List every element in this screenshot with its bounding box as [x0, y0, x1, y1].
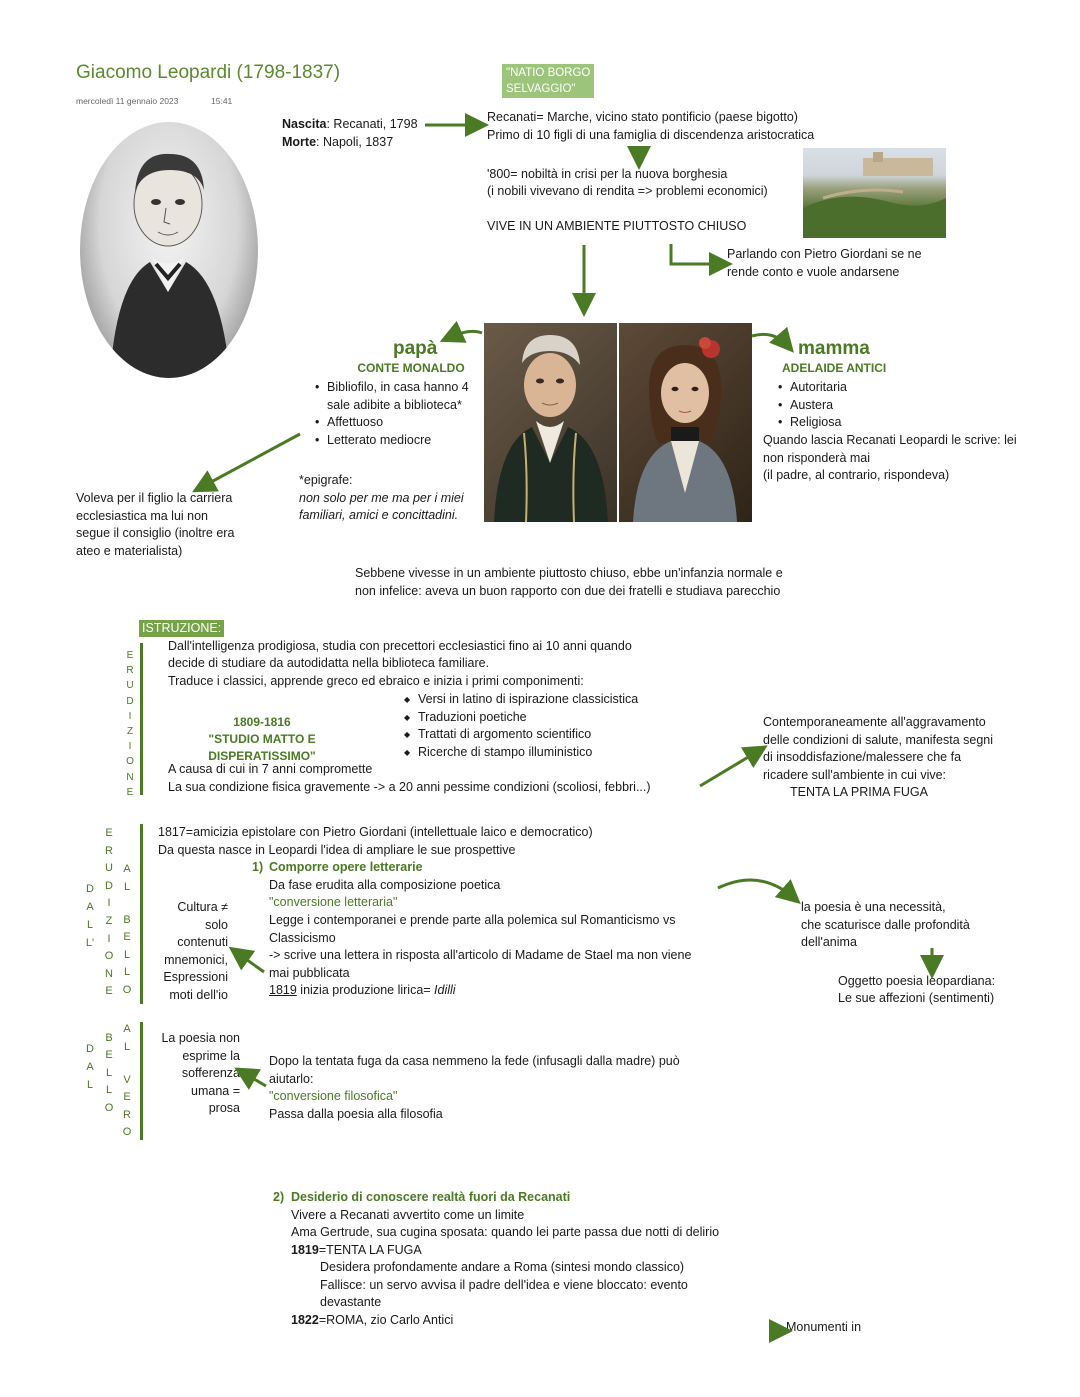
sec1-line-2: Da questa nasce in Leopardi l'idea di ampliare le sue prospettive: [158, 843, 516, 857]
studio-1: "STUDIO MATTO E: [208, 732, 316, 746]
istruzione-line-2: decide di studiare da autodidatta nella biblioteca familiare.: [168, 656, 490, 670]
papa-item: • Affettuoso: [327, 414, 469, 432]
page-date: mercoledì 11 gennaio 2023: [76, 96, 179, 106]
side-line: La poesia non: [161, 1031, 240, 1045]
oggetto-2: Le sue affezioni (sentimenti): [838, 991, 995, 1005]
vertical-vero: V E R O: [122, 1074, 132, 1139]
year-1822: 1822: [291, 1313, 319, 1327]
sec2-last: Passa dalla poesia alla filosofia: [269, 1107, 443, 1121]
carriera-1: Voleva per il figlio la carriera: [76, 491, 233, 505]
fuga-note-2: delle condizioni di salute, manifesta segni: [763, 733, 993, 747]
side-line: sofferenza: [181, 1066, 240, 1081]
fuga-note-1: Contemporaneamente all'aggravamento: [763, 715, 986, 729]
mamma-item: • Religiosa: [790, 414, 847, 432]
sec2-side: [150, 1030, 240, 1118]
fuga-1819: [291, 1242, 422, 1260]
poesia-nec-3: dell'anima: [801, 935, 857, 949]
works-list: [404, 691, 638, 761]
p1-line: Da fase erudita alla composizione poetica: [269, 878, 501, 892]
year-1819: 1819: [269, 983, 297, 997]
mamma-list: [776, 379, 847, 432]
vertical-dal: D A L: [86, 1043, 94, 1091]
poesia-nec-2: che scaturisce dalle profondità: [801, 918, 970, 932]
arrow-poesia: [718, 880, 794, 898]
idilli: Idilli: [434, 983, 456, 997]
point1-num: 1): [252, 860, 264, 874]
natio-borgo-tag: [502, 64, 594, 98]
prima-fuga: TENTA LA PRIMA FUGA: [790, 785, 928, 799]
erudizione-vertical: E R U D I Z I O N E: [126, 650, 134, 798]
arrow-carriera: [200, 434, 300, 488]
recanati-landscape-photo: [803, 148, 946, 238]
mamma-note-1: Quando lascia Recanati Leopardi le scrive: lei: [763, 433, 1017, 447]
papa-item: • Bibliofilo, in casa hanno 4: [327, 379, 469, 397]
roma-1822: [291, 1312, 453, 1330]
sec2-bar: [140, 1022, 143, 1140]
ambiente-text: VIVE IN UN AMBIENTE PIUTTOSTO CHIUSO: [487, 219, 747, 233]
point2-sub-2: Fallisce: un servo avvisa il padre dell'idea e viene bloccato: evento: [320, 1278, 688, 1292]
poesia-nec-1: la poesia è una necessità,: [801, 900, 946, 914]
arrow-monumenti: [774, 1331, 784, 1334]
papa-name: CONTE MONALDO: [357, 361, 465, 375]
mamma-note-2: non risponderà mai: [763, 451, 871, 465]
side-line: solo: [205, 917, 228, 932]
papa-item: • Letterato mediocre: [327, 432, 469, 450]
p1-more-1: Legge i contemporanei e prende parte alla polemica sul Romanticismo vs: [269, 913, 676, 927]
arrow-cultura: [236, 952, 264, 972]
istruzione-tag: ISTRUZIONE:: [139, 620, 224, 637]
mamma-item: • Austera: [790, 397, 847, 415]
side-line: umana =: [191, 1083, 240, 1098]
arrow-fuga: [700, 750, 760, 786]
conversione-filosofica: "conversione filosofica": [269, 1089, 398, 1103]
sec1-bar: [140, 824, 143, 1004]
arrow-giordani: [671, 244, 724, 264]
point2-sub-1: Desidera profondamente andare a Roma (sintesi mondo classico): [320, 1260, 685, 1274]
carriera-2: ecclesiastica ma lui non: [76, 509, 209, 523]
epigrafe-line-1: non solo per me ma per i miei: [299, 491, 464, 505]
consequence-2: La sua condizione fisica gravemente -> a 20 anni pessime condizioni (scoliosi, febbri...): [168, 780, 651, 794]
mamma-note-3: (il padre, al contrario, rispondeva): [763, 468, 950, 482]
page-time: 15:41: [211, 96, 233, 106]
side-line: mnemonici,: [164, 952, 228, 967]
giordani-note-2: rende conto e vuole andarsene: [727, 265, 900, 279]
monaldo-portrait: [484, 323, 617, 522]
vertical-al: A L: [123, 863, 131, 893]
istruzione-bar: [140, 643, 143, 795]
vertical-bello: B E L L O: [122, 914, 132, 996]
sec1-side: [150, 899, 228, 1005]
natio-line-1: "NATIO BORGO: [506, 67, 591, 79]
vertical-bello-2: B E L L O: [104, 1032, 114, 1114]
years-1809: 1809-1816: [233, 715, 291, 729]
point1-title: Comporre opere letterarie: [269, 860, 423, 874]
roma-zio: =ROMA, zio Carlo Antici: [318, 1313, 454, 1327]
point2-line-2: Ama Gertrude, sua cugina sposata: quando lei parte passa due notti di delirio: [291, 1225, 720, 1239]
death-line: [282, 134, 393, 152]
birth-value: : Recanati, 1798: [326, 117, 418, 131]
fuga-note-3: di insoddisfazione/malessere che fa: [763, 750, 962, 764]
vertical-dall: D A L L': [85, 883, 95, 949]
arrow-papa: [448, 331, 482, 338]
infanzia-2: non infelice: aveva un buon rapporto con due dei fratelli e studiava parecchio: [355, 584, 781, 598]
mamma-name: ADELAIDE ANTICI: [782, 361, 887, 375]
consequence-1: A causa di cui in 7 anni compromette: [168, 762, 373, 776]
work-item: ◆ Versi in latino di ispirazione classicistica: [418, 691, 638, 709]
side-line: moti dell'io: [169, 987, 228, 1002]
arrow-sofferenza: [242, 1072, 266, 1086]
p1-more-3: -> scrive una lettera in risposta all'articolo di Madame de Stael ma non viene: [269, 948, 692, 962]
monumenti: Monumenti in: [786, 1320, 862, 1334]
p1-more-4: mai pubblicata: [269, 966, 350, 980]
conversione-letteraria: "conversione letteraria": [269, 895, 398, 909]
birth-label: Nascita: [282, 117, 327, 131]
point2-num: 2): [273, 1190, 285, 1204]
carriera-3: segue il consiglio (inoltre era: [76, 526, 235, 540]
vertical-al-2: A L: [123, 1023, 131, 1053]
tenta-fuga: =TENTA LA FUGA: [318, 1243, 422, 1257]
infanzia-1: Sebbene vivesse in un ambiente piuttosto chiuso, ebbe un'infanzia normale e: [355, 566, 783, 580]
epigrafe-line-2: familiari, amici e concittadini.: [299, 508, 459, 522]
recanati-line-1: Recanati= Marche, vicino stato pontificio (paese bigotto): [487, 110, 798, 124]
mamma-item: • Autoritaria: [790, 379, 847, 397]
work-item: ◆ Ricerche di stampo illuministico: [418, 744, 638, 762]
adelaide-portrait: [619, 323, 752, 522]
papa-item-cont: sale adibite a biblioteca*: [327, 397, 462, 412]
vertical-erudizione: E R U D I Z I O N E: [104, 827, 114, 998]
idilli-line: [269, 982, 456, 1000]
side-line: Cultura ≠: [177, 900, 228, 914]
leopardi-portrait: [80, 122, 258, 378]
idilli-pre: inizia produzione lirica=: [296, 983, 435, 997]
papa-tag: papà: [393, 338, 438, 359]
recanati-line-2: Primo di 10 figli di una famiglia di discendenza aristocratica: [487, 128, 815, 142]
side-line: contenuti: [177, 935, 228, 950]
death-label: Morte: [282, 135, 317, 149]
year-1819-b: 1819: [291, 1243, 319, 1257]
point2-sub-3: devastante: [320, 1295, 382, 1309]
mamma-tag: mamma: [798, 338, 870, 359]
epigrafe-label: *epigrafe:: [299, 473, 353, 487]
nobility-line-2: (i nobili vivevano di rendita => problemi economici): [487, 184, 768, 198]
oggetto-1: Oggetto poesia leopardiana:: [838, 974, 996, 988]
natio-line-2: SELVAGGIO": [506, 83, 576, 95]
work-item: ◆ Trattati di argomento scientifico: [418, 726, 638, 744]
point2-line-1: Vivere a Recanati avvertito come un limite: [291, 1208, 525, 1222]
side-line: esprime la: [182, 1048, 240, 1063]
work-item: ◆ Traduzioni poetiche: [418, 709, 638, 727]
birth-line: [282, 116, 418, 134]
sec1-line-1: 1817=amicizia epistolare con Pietro Giordani (intellettuale laico e democratico): [158, 825, 593, 839]
nobility-line-1: '800= nobiltà in crisi per la nuova borghesia: [487, 167, 728, 181]
fuga-note-4: ricadere sull'ambiente in cui vive:: [763, 768, 947, 782]
istruzione-line-3: Traduce i classici, apprende greco ed ebraico e inizia i primi componimenti:: [168, 674, 584, 688]
sec2-line-2: aiutarlo:: [269, 1072, 314, 1086]
sec2-line-1: Dopo la tentata fuga da casa nemmeno la fede (infusagli dalla madre) può: [269, 1054, 680, 1068]
giordani-note-1: Parlando con Pietro Giordani se ne: [727, 247, 922, 261]
point2-title: Desiderio di conoscere realtà fuori da Recanati: [291, 1190, 571, 1204]
arrow-mamma: [752, 334, 788, 346]
p1-more-2: Classicismo: [269, 931, 336, 945]
papa-list: [313, 379, 469, 449]
page-title: Giacomo Leopardi (1798-1837): [76, 62, 341, 83]
side-line: prosa: [208, 1101, 240, 1116]
istruzione-line-1: Dall'intelligenza prodigiosa, studia con precettori ecclesiastici fino ai 10 anni quando: [168, 639, 632, 653]
death-value: : Napoli, 1837: [316, 135, 394, 149]
side-line: Espressioni: [163, 970, 228, 985]
carriera-4: ateo e materialista): [76, 544, 183, 558]
studio-2: DISPERATISSIMO": [208, 749, 316, 763]
